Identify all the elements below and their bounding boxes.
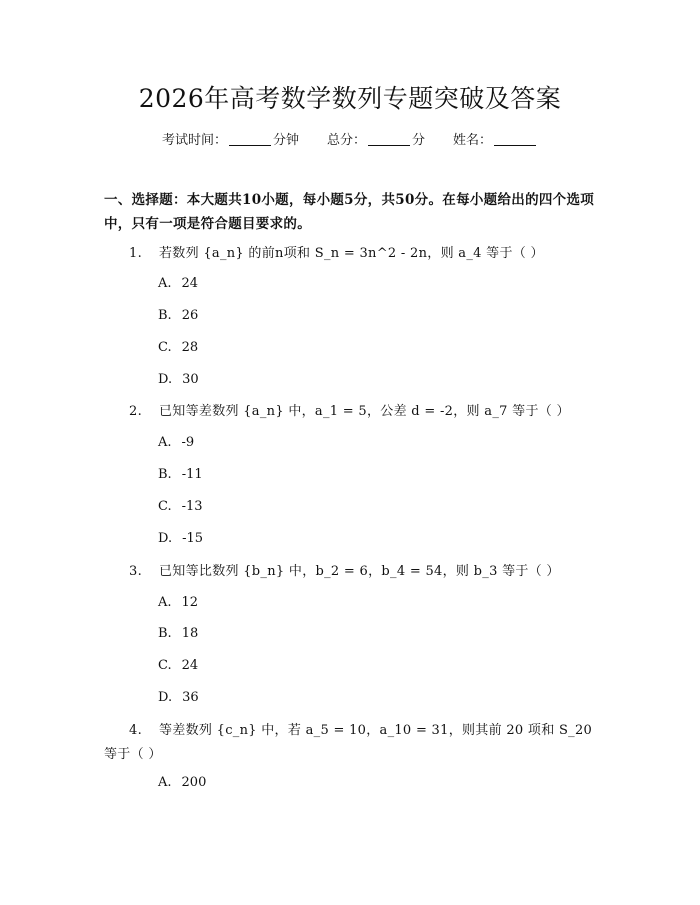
option-d: [158, 529, 203, 549]
option-text: 24: [181, 658, 199, 673]
option-text: 24: [181, 276, 199, 291]
question-1: [104, 242, 600, 266]
question-2: [104, 400, 600, 424]
total-score-field: [327, 131, 425, 151]
option-a: [158, 593, 198, 613]
score-label: 总分：: [326, 133, 366, 148]
name-label: 姓名：: [453, 133, 493, 148]
option-letter: C.: [158, 340, 172, 355]
option-letter: A.: [158, 435, 172, 450]
option-d: [158, 370, 199, 390]
option-c: [158, 338, 198, 358]
option-letter: B.: [158, 467, 172, 482]
option-letter: A.: [158, 276, 172, 291]
option-b: [158, 624, 198, 644]
section-heading: 一、选择题：本大题共10小题，每小题5分，共50分。在每小题给出的四个选项中，只有一项是符合题目要求的。: [104, 192, 595, 232]
option-letter: B.: [158, 626, 172, 641]
page-title: 2026年高考数学数列专题突破及答案: [138, 84, 562, 113]
option-letter: A.: [158, 775, 172, 790]
question-stem: 若数列 {a_n} 的前n项和 S_n = 3n^2 - 2n，则 a_4 等于（ ）: [159, 246, 544, 261]
question-number: 1.: [129, 246, 143, 261]
option-text: 36: [182, 690, 199, 705]
option-letter: A.: [158, 595, 172, 610]
exam-info-bar: [0, 131, 700, 151]
option-a: [158, 433, 194, 453]
option-text: 26: [181, 308, 199, 323]
score-unit: 分: [412, 133, 426, 148]
option-text: -15: [182, 531, 204, 546]
option-d: [158, 688, 199, 708]
question-number: 3.: [129, 564, 143, 579]
option-text: 18: [181, 626, 199, 641]
option-text: 28: [181, 340, 199, 355]
name-blank: [494, 131, 536, 146]
option-text: -9: [181, 435, 195, 450]
score-blank: [368, 131, 410, 146]
option-b: [158, 465, 203, 485]
option-text: 200: [181, 775, 207, 790]
option-b: [158, 306, 198, 326]
option-letter: B.: [158, 308, 172, 323]
option-text: 12: [181, 595, 199, 610]
option-letter: D.: [158, 690, 173, 705]
option-text: 30: [182, 372, 199, 387]
time-label: 考试时间：: [161, 133, 227, 148]
question-stem: 已知等比数列 {b_n} 中，b_2 = 6，b_4 = 54，则 b_3 等于（ ）: [159, 564, 560, 579]
question-number: 4.: [129, 723, 143, 738]
option-a: [158, 274, 198, 294]
option-c: [158, 656, 198, 676]
question-stem: 已知等差数列 {a_n} 中，a_1 = 5，公差 d = -2，则 a_7 等于（ ）: [159, 404, 570, 419]
exam-time-field: [162, 131, 299, 151]
question-stem: 等差数列 {c_n} 中，若 a_5 = 10，a_10 = 31，则其前 20 项和 S_20 等于（ ）: [104, 723, 593, 762]
option-letter: C.: [158, 499, 172, 514]
name-field: [453, 131, 538, 151]
option-letter: D.: [158, 372, 173, 387]
option-c: [158, 497, 203, 517]
option-a: [158, 773, 206, 793]
question-4: [104, 719, 600, 767]
option-letter: C.: [158, 658, 172, 673]
option-letter: D.: [158, 531, 173, 546]
time-unit: 分钟: [272, 133, 299, 148]
time-blank: [229, 131, 271, 146]
question-number: 2.: [129, 404, 143, 419]
option-text: -13: [181, 499, 203, 514]
option-text: -11: [181, 467, 203, 482]
question-3: [104, 560, 600, 584]
